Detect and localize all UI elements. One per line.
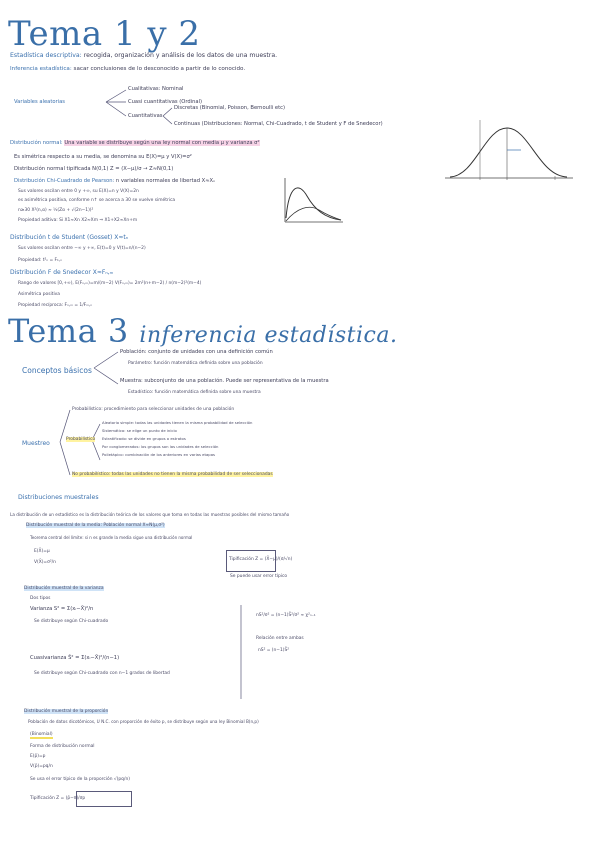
muestreo-polietapico: Polietápico: combinación de los anteriores en varias etapas — [102, 452, 216, 457]
var-ordinal: Cuasi cuantitativas (Ordinal) — [128, 99, 203, 105]
varianza-v2-dist: Se distribuye según Chi-cuadrado con n−1 grados de libertad — [34, 671, 170, 676]
normal-definition: Distribución normal: Una variable se distribuye según una ley normal con media μ y varianza σ² — [10, 140, 260, 146]
varianza-bracket — [240, 605, 250, 705]
f-bullet-3: Propiedad recíproca: Fₙ,ₘ = 1/Fₘ,ₙ — [18, 303, 93, 308]
varianza-relacion-eq: nS² = (n−1)S̃² — [258, 648, 290, 653]
normal-bullet-1: Es simétrica respecto a su media, se denomina su E(X)=μ y V(X)=σ² — [14, 154, 192, 160]
varianza-v1-dist: Se distribuye según Chi-cuadrado — [34, 619, 109, 624]
estadistico-def: Estadístico: función matemática definida sobre una muestra — [128, 390, 261, 395]
muestreo-aleatorio-simple: Aleatorio simple: todas las unidades tienen la misma probabilidad de selección — [102, 420, 253, 425]
media-title: Distribución muestral de la media: Población normal X≈N(μ,σ²) — [26, 523, 165, 528]
chi-bullet-2: es asimétrica positiva, conforme n↑ se acerca a 30 se vuelve simétrica — [18, 198, 176, 203]
proporcion-bullet-1: (Binomial) — [30, 732, 53, 737]
varianza-v1: Varianza S² = Σ(xᵢ−X̄)²/n — [30, 606, 94, 612]
media-bullet-3: V(X̄)=σ²/n — [34, 560, 56, 565]
page-title-tema12: Tema 1 y 2 — [8, 14, 201, 54]
variables-label: Variables aleatorias — [14, 99, 66, 105]
media-error-tipico: Se puede usar error típico — [230, 574, 288, 579]
muestreo-estratificado: Estratificado: se divide en grupos o estratos — [102, 436, 186, 441]
proporcion-bullet-5: Se usa el error típico de la proporción √(pq/n) — [30, 777, 130, 782]
media-tipificacion: Tipificación Z = (X̄−μ)/(σ/√n) — [229, 557, 293, 562]
varianza-equation: nS²/σ² = (n−1)S̃²/σ² ≈ χ²ₙ₋₁ — [256, 613, 316, 618]
muestra-def: Muestra: subconjunto de una población. Puede ser representativa de la muestra — [120, 378, 329, 384]
chi-bullet-3: n≥30 X²(n,α) ≈ ½(Zα + √(2n−1))² — [18, 208, 94, 213]
var-continuas: Continuas (Distribuciones: Normal, Chi-Cuadrado, t de Student y F de Snedecor) — [174, 121, 383, 127]
var-cuantitativas: Cuantitativas — [128, 113, 163, 119]
t-bullet-1: Sus valores oscilan entre −∞ y +∞, E(t)=0 y V(t)=n/(n−2) — [18, 246, 146, 251]
conceptos-label: Conceptos básicos — [22, 366, 92, 375]
varianza-relacion: Relación entre ambas — [256, 636, 304, 641]
poblacion-def: Población: conjunto de unidades con una definición común — [120, 349, 273, 355]
chi-bullet-1: Sus valores oscilan entre 0 y +∞, su E(X)=n y V(X)=2n — [18, 189, 139, 194]
proporcion-bullet-2: Forma de distribución normal — [30, 744, 95, 749]
probabilistico-tipos-label: Probabilístico — [66, 437, 96, 442]
f-bullet-1: Rango de valores [0,+∞), E(Fₙ,ₘ)=m/(m−2) V(Fₙ,ₘ)= 2m²(n+m−2) / n(m−2)²(m−4) — [18, 281, 202, 286]
proporcion-def: Población de datos dicotómicos, U N.C. con proporción de éxito p, se distribuye según una ley Binomial B(n,p) — [28, 719, 259, 724]
varianza-sub: Dos tipos — [30, 596, 51, 601]
proporcion-title: Distribución muestral de la proporción — [24, 709, 109, 714]
muestreo-label: Muestreo — [22, 440, 50, 447]
t-bullet-2: Propiedad: t²ₙ = F₁,ₙ — [18, 258, 62, 263]
proporcion-tipificacion: Tipificación Z = (p̂−π)/σp — [30, 796, 86, 801]
varianza-title: Distribución muestral de la varianza — [24, 586, 104, 591]
page-title-tema3: Tema 3 inferencia estadística. — [8, 312, 398, 350]
varianza-v2: Cuasivarianza S̃² = Σ(xᵢ−X̄)²/(n−1) — [30, 655, 120, 661]
t-title: Distribución t de Student (Gosset) X≈tₙ — [10, 234, 129, 241]
line-descriptiva: Estadística descriptiva: recogida, organización y análisis de los datos de una muestra. — [10, 52, 278, 59]
chi-definition: Distribución Chi-Cuadrado de Pearson: n variables normales de libertad X≈Xₙ — [14, 178, 216, 184]
var-cualitativas: Cualitativas: Nominal — [128, 86, 184, 92]
media-bullet-1: Teorema central del límite: si n es grande la media sigue una distribución normal — [30, 535, 193, 540]
muestreo-conglomerados: Por conglomerados: los grupos son las unidades de selección — [102, 444, 219, 449]
probabilistico-def: Probabilístico: procedimiento para seleccionar unidades de una población — [72, 407, 235, 412]
muestreo-sistematico: Sistemático: se elige un punto de inicio — [102, 428, 177, 433]
proporcion-bullet-4: V(p̂)=pq/n — [30, 764, 53, 769]
parametro-def: Parámetro: función matemática definida sobre una población — [128, 361, 263, 366]
var-discretas: Discretas (Binomial, Poisson, Bernoulli etc) — [174, 105, 286, 111]
f-title: Distribución F de Snedecor X≈Fₙ,ₘ — [10, 269, 114, 276]
normal-bullet-2: Distribución normal tipificada N(0,1) Z = (X−μ)/σ → Z≈N(0,1) — [14, 166, 174, 172]
proporcion-bullet-3: E(p̂)=p — [30, 754, 46, 759]
f-bullet-2: Asimétrica positiva — [18, 292, 60, 297]
distribuciones-def: La distribución de un estadístico es la distribución teórica de los valores que toma en todas las muestras posibles del mismo tamaño — [10, 512, 290, 517]
media-bullet-2: E(X̄)=μ — [34, 549, 50, 554]
chi-bullet-4: Propiedad aditiva: Si X1≈Xn X2≈Xm ⇒ X1+X2≈Xn+m — [18, 218, 138, 223]
no-probabilistico-def: No probabilístico: todas las unidades no tienen la misma probabilidad de ser seleccionadas — [72, 472, 273, 477]
distribuciones-title: Distribuciones muestrales — [18, 494, 99, 501]
line-inferencia: Inferencia estadística: sacar conclusiones de lo desconocido a partir de lo conocido. — [10, 66, 246, 72]
